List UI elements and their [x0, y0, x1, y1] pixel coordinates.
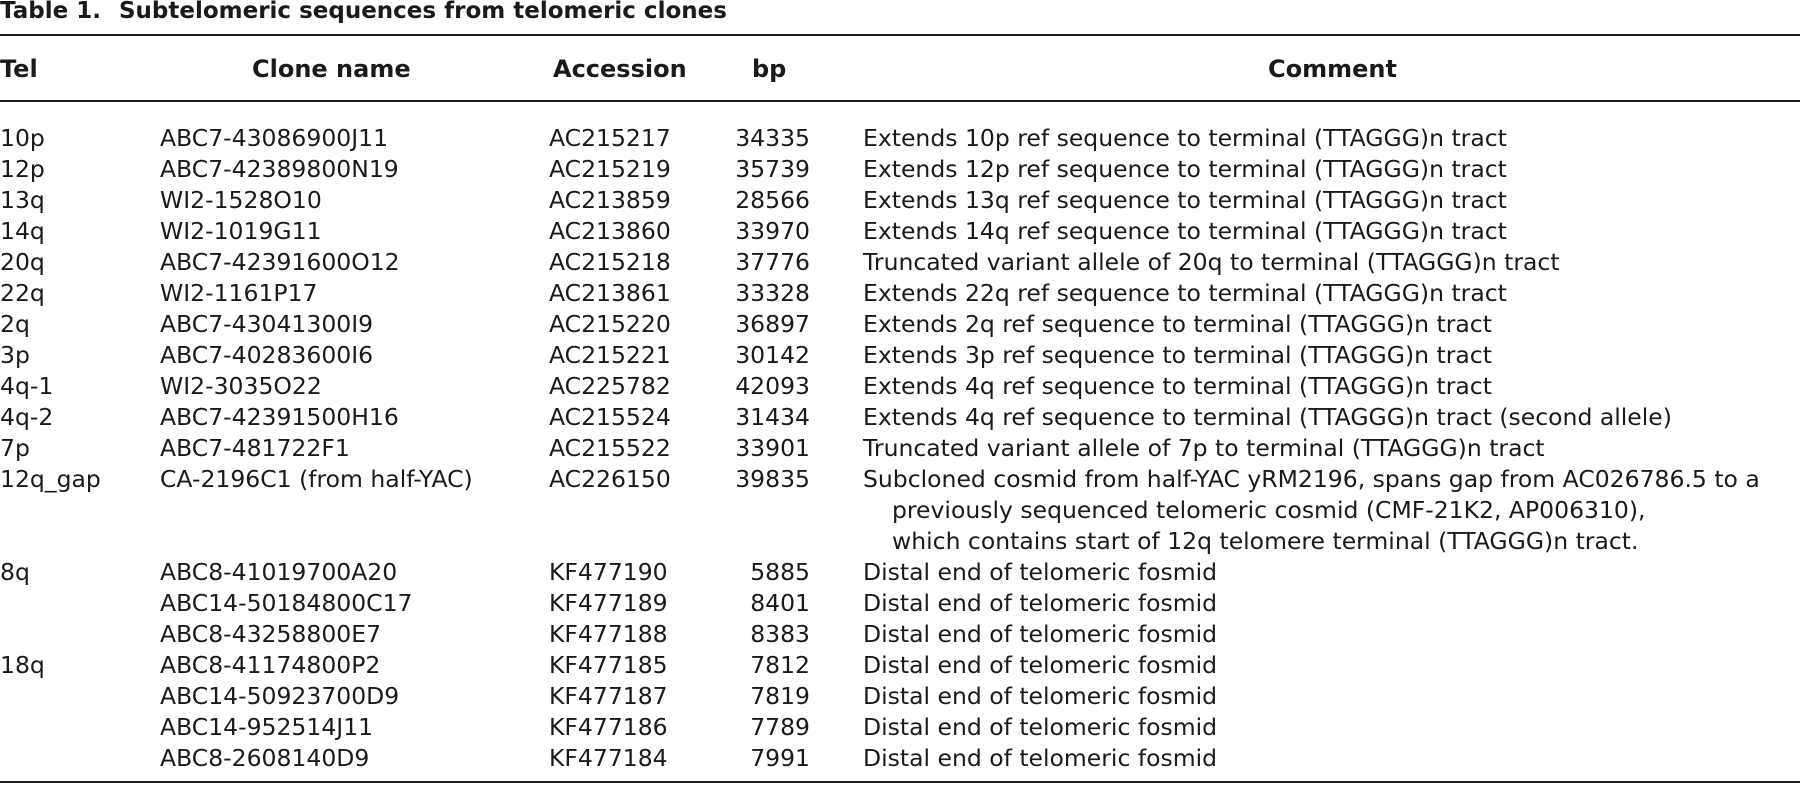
cell-bp: 35739 — [735, 155, 810, 183]
cell-clone-name: WI2-1019G11 — [160, 217, 322, 245]
cell-tel: 22q — [0, 279, 45, 307]
comment-line: Distal end of telomeric fosmid — [863, 682, 1218, 710]
cell-clone-name: ABC7-42389800N19 — [160, 155, 399, 183]
table-row — [0, 371, 1800, 402]
cell-comment — [863, 278, 1800, 309]
comment-line: Extends 2q ref sequence to terminal (TTAGGG)n tract — [863, 310, 1492, 338]
cell-tel: 7p — [0, 434, 30, 462]
cell-comment — [863, 464, 1800, 557]
cell-comment — [863, 433, 1800, 464]
comment-line: Distal end of telomeric fosmid — [863, 620, 1218, 648]
cell-bp: 31434 — [735, 403, 810, 431]
cell-accession: AC226150 — [549, 465, 671, 493]
cell-comment — [863, 371, 1800, 402]
cell-accession: AC215219 — [549, 155, 671, 183]
comment-line: Extends 13q ref sequence to terminal (TTAGGG)n tract — [863, 186, 1507, 214]
cell-accession: AC215218 — [549, 248, 671, 276]
cell-clone-name: ABC7-42391600O12 — [160, 248, 400, 276]
cell-clone-name: ABC14-50923700D9 — [160, 682, 400, 710]
cell-tel: 20q — [0, 248, 45, 276]
cell-bp: 36897 — [735, 310, 810, 338]
table-row — [0, 309, 1800, 340]
cell-accession: KF477187 — [549, 682, 668, 710]
comment-line: Extends 14q ref sequence to terminal (TTAGGG)n tract — [863, 217, 1507, 245]
cell-clone-name: ABC7-43086900J11 — [160, 124, 389, 152]
header-accession: Accession — [553, 55, 687, 83]
cell-bp: 8401 — [750, 589, 810, 617]
cell-accession: AC215524 — [549, 403, 671, 431]
comment-line: Extends 12p ref sequence to terminal (TTAGGG)n tract — [863, 155, 1507, 183]
cell-comment — [863, 557, 1800, 588]
cell-accession: AC225782 — [549, 372, 671, 400]
table-row — [0, 433, 1800, 464]
cell-tel: 13q — [0, 186, 45, 214]
cell-bp: 5885 — [750, 558, 810, 586]
cell-comment — [863, 247, 1800, 278]
comment-line: Distal end of telomeric fosmid — [863, 651, 1218, 679]
table-row — [0, 123, 1800, 154]
cell-bp: 37776 — [735, 248, 810, 276]
table-row — [0, 278, 1800, 309]
cell-accession: KF477190 — [549, 558, 668, 586]
cell-clone-name: WI2-1161P17 — [160, 279, 318, 307]
cell-bp: 39835 — [735, 465, 810, 493]
comment-line: previously sequenced telomeric cosmid (CMF-21K2, AP006310), — [892, 496, 1646, 524]
cell-tel: 18q — [0, 651, 45, 679]
cell-tel: 14q — [0, 217, 45, 245]
cell-comment — [863, 681, 1800, 712]
cell-comment — [863, 185, 1800, 216]
cell-accession: AC213859 — [549, 186, 671, 214]
table-row — [0, 340, 1800, 371]
cell-bp: 7812 — [750, 651, 810, 679]
cell-bp: 42093 — [735, 372, 810, 400]
cell-accession: AC215221 — [549, 341, 671, 369]
cell-comment — [863, 340, 1800, 371]
comment-line: Truncated variant allele of 20q to terminal (TTAGGG)n tract — [863, 248, 1560, 276]
cell-clone-name: ABC8-41174800P2 — [160, 651, 381, 679]
cell-bp: 34335 — [735, 124, 810, 152]
table-row — [0, 154, 1800, 185]
table-body — [0, 123, 1800, 774]
cell-bp: 33328 — [735, 279, 810, 307]
table-label: Table 1. — [0, 0, 101, 24]
table-row — [0, 402, 1800, 433]
cell-accession: AC213860 — [549, 217, 671, 245]
comment-line: Distal end of telomeric fosmid — [863, 713, 1218, 741]
cell-comment — [863, 712, 1800, 743]
cell-clone-name: ABC7-481722F1 — [160, 434, 350, 462]
cell-tel: 4q-1 — [0, 372, 54, 400]
cell-clone-name: WI2-1528O10 — [160, 186, 322, 214]
header-clone-name: Clone name — [252, 55, 411, 83]
comment-line: Truncated variant allele of 7p to terminal (TTAGGG)n tract — [863, 434, 1545, 462]
cell-comment — [863, 123, 1800, 154]
cell-comment — [863, 309, 1800, 340]
cell-tel: 10p — [0, 124, 45, 152]
cell-bp: 7991 — [750, 744, 810, 772]
cell-comment — [863, 619, 1800, 650]
comment-line: Extends 22q ref sequence to terminal (TTAGGG)n tract — [863, 279, 1507, 307]
cell-tel: 12q_gap — [0, 465, 101, 493]
cell-accession: KF477188 — [549, 620, 668, 648]
cell-comment — [863, 216, 1800, 247]
table-title: Subtelomeric sequences from telomeric clones — [118, 0, 727, 24]
comment-line: Distal end of telomeric fosmid — [863, 558, 1218, 586]
cell-tel: 8q — [0, 558, 30, 586]
cell-clone-name: ABC7-42391500H16 — [160, 403, 399, 431]
comment-line: which contains start of 12q telomere terminal (TTAGGG)n tract. — [892, 527, 1639, 555]
table-row — [0, 247, 1800, 278]
cell-clone-name: WI2-3035O22 — [160, 372, 322, 400]
top-rule — [0, 34, 1800, 36]
table-row — [0, 743, 1800, 774]
cell-bp: 33901 — [735, 434, 810, 462]
cell-tel: 12p — [0, 155, 45, 183]
cell-tel: 4q-2 — [0, 403, 54, 431]
comment-line: Extends 3p ref sequence to terminal (TTAGGG)n tract — [863, 341, 1492, 369]
cell-bp: 30142 — [735, 341, 810, 369]
cell-tel: 2q — [0, 310, 30, 338]
cell-comment — [863, 743, 1800, 774]
cell-tel: 3p — [0, 341, 30, 369]
table-row — [0, 588, 1800, 619]
header-comment: Comment — [1268, 55, 1397, 83]
comment-line: Subcloned cosmid from half-YAC yRM2196, spans gap from AC026786.5 to a — [863, 465, 1760, 493]
cell-bp: 7789 — [750, 713, 810, 741]
header-rule — [0, 100, 1800, 102]
cell-clone-name: ABC14-952514J11 — [160, 713, 374, 741]
cell-comment — [863, 588, 1800, 619]
table-row — [0, 712, 1800, 743]
cell-accession: KF477184 — [549, 744, 668, 772]
cell-bp: 33970 — [735, 217, 810, 245]
bottom-rule — [0, 781, 1800, 783]
cell-accession: AC213861 — [549, 279, 671, 307]
comment-line: Extends 10p ref sequence to terminal (TTAGGG)n tract — [863, 124, 1507, 152]
comment-line: Extends 4q ref sequence to terminal (TTAGGG)n tract (second allele) — [863, 403, 1672, 431]
table-row — [0, 557, 1800, 588]
cell-bp: 7819 — [750, 682, 810, 710]
table-row — [0, 619, 1800, 650]
cell-clone-name: ABC7-40283600I6 — [160, 341, 374, 369]
cell-accession: AC215522 — [549, 434, 671, 462]
table-row — [0, 216, 1800, 247]
cell-clone-name: ABC8-41019700A20 — [160, 558, 398, 586]
cell-bp: 28566 — [735, 186, 810, 214]
comment-line: Distal end of telomeric fosmid — [863, 744, 1218, 772]
table-row — [0, 185, 1800, 216]
cell-accession: KF477185 — [549, 651, 668, 679]
header-tel: Tel — [0, 55, 38, 83]
cell-bp: 8383 — [750, 620, 810, 648]
cell-accession: AC215220 — [549, 310, 671, 338]
comment-line: Distal end of telomeric fosmid — [863, 589, 1218, 617]
cell-comment — [863, 402, 1800, 433]
cell-accession: KF477186 — [549, 713, 668, 741]
cell-comment — [863, 650, 1800, 681]
cell-comment — [863, 154, 1800, 185]
cell-clone-name: ABC14-50184800C17 — [160, 589, 413, 617]
table-row — [0, 681, 1800, 712]
comment-line: Extends 4q ref sequence to terminal (TTAGGG)n tract — [863, 372, 1492, 400]
table-caption — [0, 0, 727, 24]
cell-clone-name: CA-2196C1 (from half-YAC) — [160, 465, 473, 493]
header-bp: bp — [752, 55, 787, 83]
table-row — [0, 464, 1800, 557]
cell-accession: AC215217 — [549, 124, 671, 152]
cell-accession: KF477189 — [549, 589, 668, 617]
cell-clone-name: ABC8-2608140D9 — [160, 744, 370, 772]
cell-clone-name: ABC8-43258800E7 — [160, 620, 382, 648]
table-row — [0, 650, 1800, 681]
cell-clone-name: ABC7-43041300I9 — [160, 310, 374, 338]
